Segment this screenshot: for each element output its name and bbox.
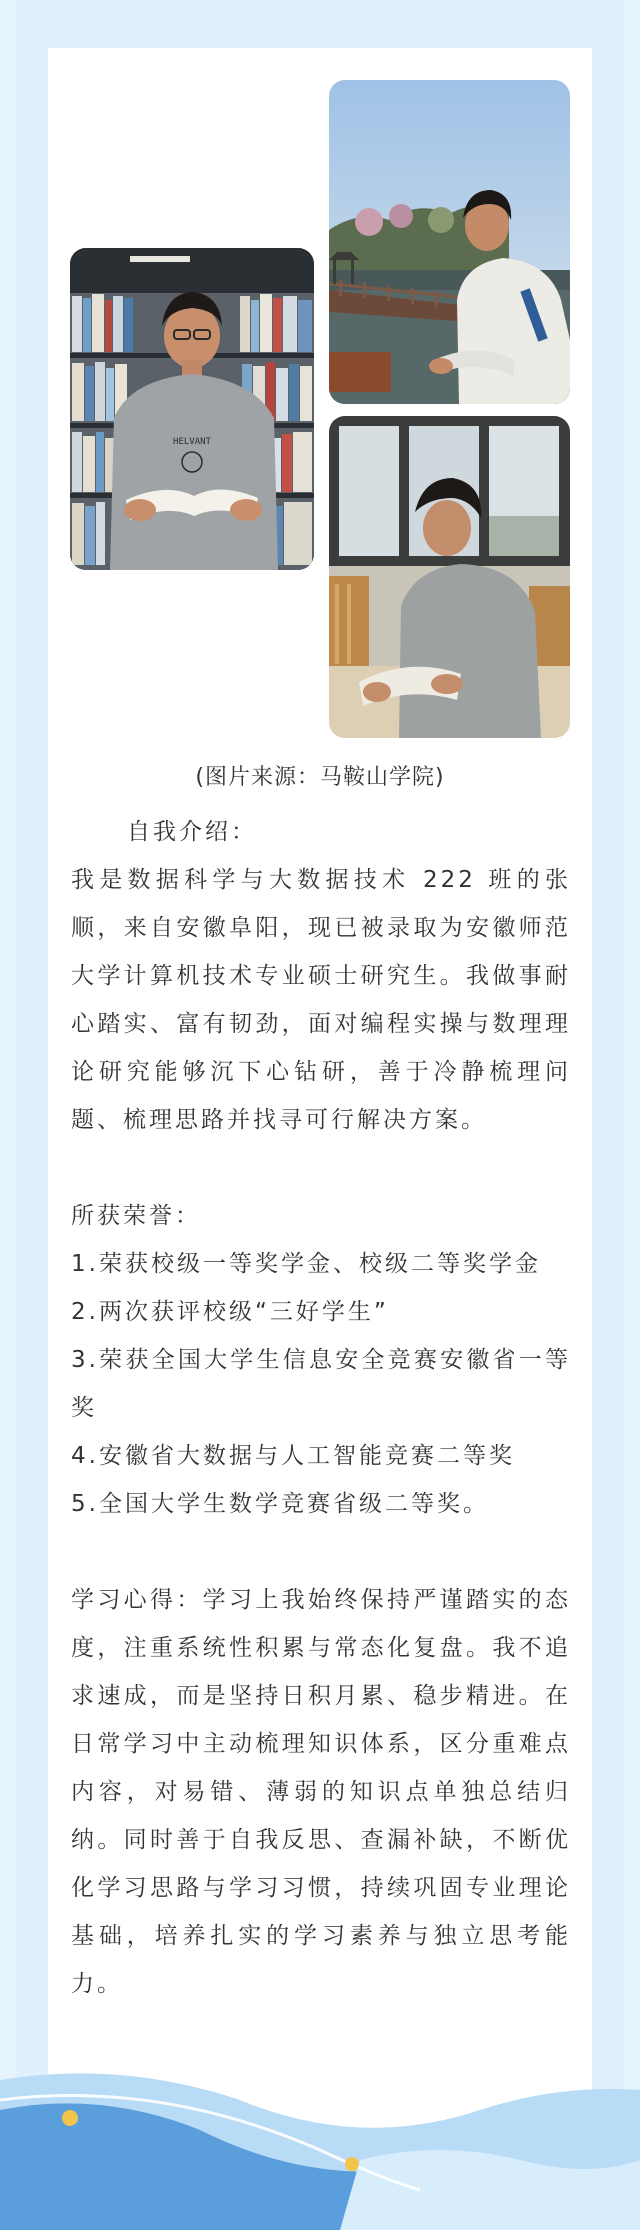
honor-item: 4.安徽省大数据与人工智能竞赛二等奖	[71, 1443, 515, 1469]
study-paragraph: 学习心得：学习上我始终保持严谨踏实的态度，注重系统性积累与常态化复盘。我不追求速成，而是坚持日积月累、稳步精进。在日常学习中主动梳理知识体系，区分重难点内容，对易错、薄弱的知识点单独总结归纳。同时善于自我反思、查漏补缺，不断优化学习思路与学习习惯，持续巩固专业理论基础，培养扎实的学习素养与独立思考能力。	[71, 1587, 571, 1997]
paragraph-gap	[71, 1528, 571, 1576]
honor-item: 3.荣获全国大学生信息安全竞赛安徽省一等奖	[71, 1347, 571, 1421]
honor-item: 5.全国大学生数学竞赛省级二等奖。	[71, 1491, 489, 1517]
honor-item: 2.两次获评校级“三好学生”	[71, 1299, 389, 1325]
intro-paragraph: 我是数据科学与大数据技术 222 班的张顺，来自安徽阜阳，现已被录取为安徽师范大学计算机技术专业硕士研究生。我做事耐心踏实、富有韧劲，面对编程实操与数理理论研究能够沉下心钻研，善于冷静梳理问题、梳理思路并找寻可行解决方案。	[71, 867, 571, 1133]
honors-heading: 所获荣誉：	[71, 1203, 201, 1229]
photo-source-caption: (图片来源：马鞍山学院)	[195, 765, 445, 790]
article-body	[71, 808, 571, 2008]
student-studying-at-desk-photo	[329, 416, 570, 738]
decor-dot	[62, 2110, 78, 2126]
paragraph-gap	[71, 1144, 571, 1192]
shirt-text: HELVANT	[173, 437, 211, 447]
student-by-lake-photo	[329, 80, 570, 404]
intro-heading: 自我介绍：	[127, 819, 257, 845]
decor-dot	[345, 2157, 359, 2171]
student-reading-in-library-photo	[70, 248, 314, 570]
decorative-waves	[0, 2040, 640, 2230]
honor-item: 1.荣获校级一等奖学金、校级二等奖学金	[71, 1251, 541, 1277]
